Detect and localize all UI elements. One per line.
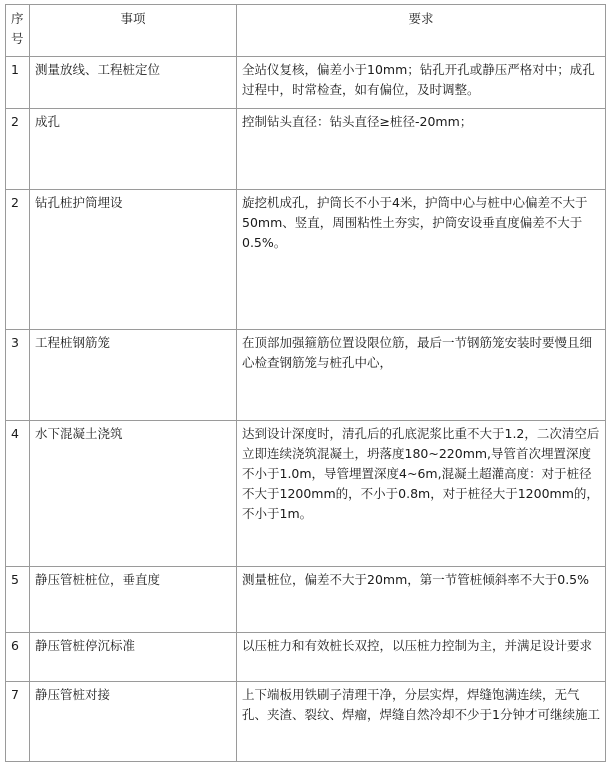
table-row <box>6 421 606 567</box>
row-item: 静压管桩桩位，垂直度 <box>30 567 237 633</box>
row-requirement: 控制钻头直径：钻头直径≥桩径-20mm； <box>237 109 606 190</box>
table-row <box>6 57 606 109</box>
row-no: 6 <box>6 633 30 682</box>
row-no: 1 <box>6 57 30 109</box>
row-requirement: 测量桩位，偏差不大于20mm，第一节管桩倾斜率不大于0.5% <box>237 567 606 633</box>
table-row <box>6 682 606 762</box>
row-item: 水下混凝土浇筑 <box>30 421 237 567</box>
row-no: 4 <box>6 421 30 567</box>
row-item: 钻孔桩护筒埋设 <box>30 190 237 330</box>
row-item: 静压管桩对接 <box>30 682 237 762</box>
row-no: 3 <box>6 330 30 421</box>
construction-requirements-table <box>5 4 606 762</box>
row-requirement: 上下端板用铁刷子清理干净，分层实焊，焊缝饱满连续，无气孔、夹渣、裂纹、焊瘤，焊缝自然冷却不少于1分钟才可继续施工 <box>237 682 606 762</box>
row-no: 5 <box>6 567 30 633</box>
row-item: 工程桩钢筋笼 <box>30 330 237 421</box>
table-row <box>6 567 606 633</box>
row-no: 7 <box>6 682 30 762</box>
row-no: 2 <box>6 109 30 190</box>
row-no: 2 <box>6 190 30 330</box>
row-requirement: 旋挖机成孔，护筒长不小于4米，护筒中心与桩中心偏差不大于50mm、竖直，周围粘性土夯实，护筒安设垂直度偏差不大于0.5%。 <box>237 190 606 330</box>
table-row <box>6 330 606 421</box>
header-no: 序号 <box>6 5 30 57</box>
table-row <box>6 190 606 330</box>
row-requirement: 在顶部加强箍筋位置设限位筋，最后一节钢筋笼安装时要慢且细心检查钢筋笼与桩孔中心， <box>237 330 606 421</box>
header-requirement: 要求 <box>237 5 606 57</box>
row-requirement: 以压桩力和有效桩长双控，以压桩力控制为主，并满足设计要求 <box>237 633 606 682</box>
row-item: 成孔 <box>30 109 237 190</box>
table-row <box>6 633 606 682</box>
header-item: 事项 <box>30 5 237 57</box>
row-requirement: 达到设计深度时，清孔后的孔底泥浆比重不大于1.2，二次清空后立即连续浇筑混凝土，坍落度180~220mm,导管首次埋置深度不小于1.0m，导管埋置深度4~6m,混凝土超灌高度：对于桩径不大于1200mm的，不小于0.8m，对于桩径大于1200mm的，不小于1m。 <box>237 421 606 567</box>
row-item: 测量放线、工程桩定位 <box>30 57 237 109</box>
row-requirement: 全站仪复核，偏差小于10mm；钻孔开孔或静压严格对中；成孔过程中，时常检查，如有偏位，及时调整。 <box>237 57 606 109</box>
table-header-row <box>6 5 606 57</box>
row-item: 静压管桩停沉标准 <box>30 633 237 682</box>
table-row <box>6 109 606 190</box>
